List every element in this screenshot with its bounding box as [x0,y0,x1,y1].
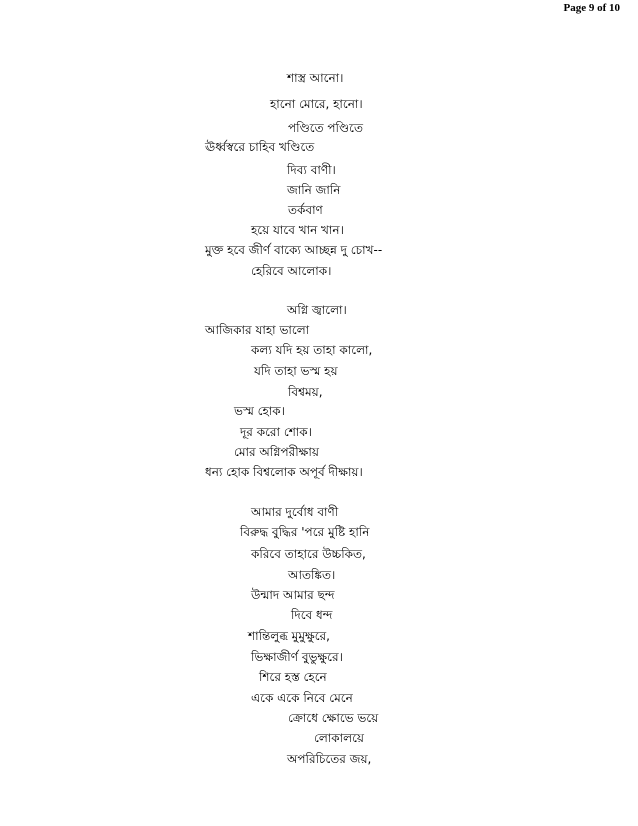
poem-line: আমার দুর্বোধ বাণী [251,505,339,519]
poem-line: হেরিবে আলোক। [251,264,332,278]
poem-line: যদি তাহা ভস্ম হয় [254,364,338,378]
poem-line: শিরে হস্ত হেনে [259,670,327,684]
poem-line: শান্তিলুব্ধ মুমুক্ষুরে, [248,629,330,643]
poem-line: ভিক্ষাজীর্ণ বুভুক্ষুরে। [251,650,343,664]
poem-line: মুক্ত হবে জীর্ণ বাক্যে আচ্ছন্ন দু চোখ-- [205,243,383,257]
poem-line: হয়ে যাবে খান খান। [251,223,344,237]
poem-line: ঊর্ধ্বস্বরে চাহিব খণ্ডিতে [205,140,315,154]
poem-line: হানো মোরে, হানো। [270,97,363,111]
poem-line: লোকালয়ে [314,731,364,745]
poem-line: তর্কবাণ [288,203,323,217]
poem-line: দিবে ধন্দ [291,608,333,622]
poem-line: ক্রোধে ক্ষোভে ভয়ে [288,711,379,725]
poem-line: আতঙ্কিত। [288,568,336,582]
poem-line: দূর করো শোক। [240,425,312,439]
poem-line: বিশ্বময়, [288,385,323,399]
poem-line: শাস্ত্র আনো। [287,71,344,85]
poem-line: উন্মাদ আমার ছন্দ [251,588,335,602]
poem-line: দিব্য বাণী। [287,163,336,177]
poem-line: ভস্ম হোক। [234,404,285,418]
poem-line: জানি জানি [287,183,341,197]
poem-line: অগ্নি জ্বালো। [287,303,347,317]
poem-line: পণ্ডিতে পণ্ডিতে [288,121,363,135]
poem-line: অপরিচিতের জয়, [287,752,372,766]
poem-line: আজিকার যাহা ভালো [205,323,310,337]
poem-line: একে একে নিবে মেনে [251,691,353,705]
poem-line: ধন্য হোক বিশ্বলোক অপূর্ব দীক্ষায়। [205,465,363,479]
poem-line: কল্য যদি হয় তাহা কালো, [251,343,373,357]
poem-line: করিবে তাহারে উচ্চকিত, [251,547,366,561]
poem-line: মোর অগ্নিপরীক্ষায় [234,445,319,459]
poem-line: বিরুদ্ধ বুদ্ধির 'পরে মুষ্টি হানি [240,525,370,539]
page-number: Page 9 of 10 [563,2,620,14]
